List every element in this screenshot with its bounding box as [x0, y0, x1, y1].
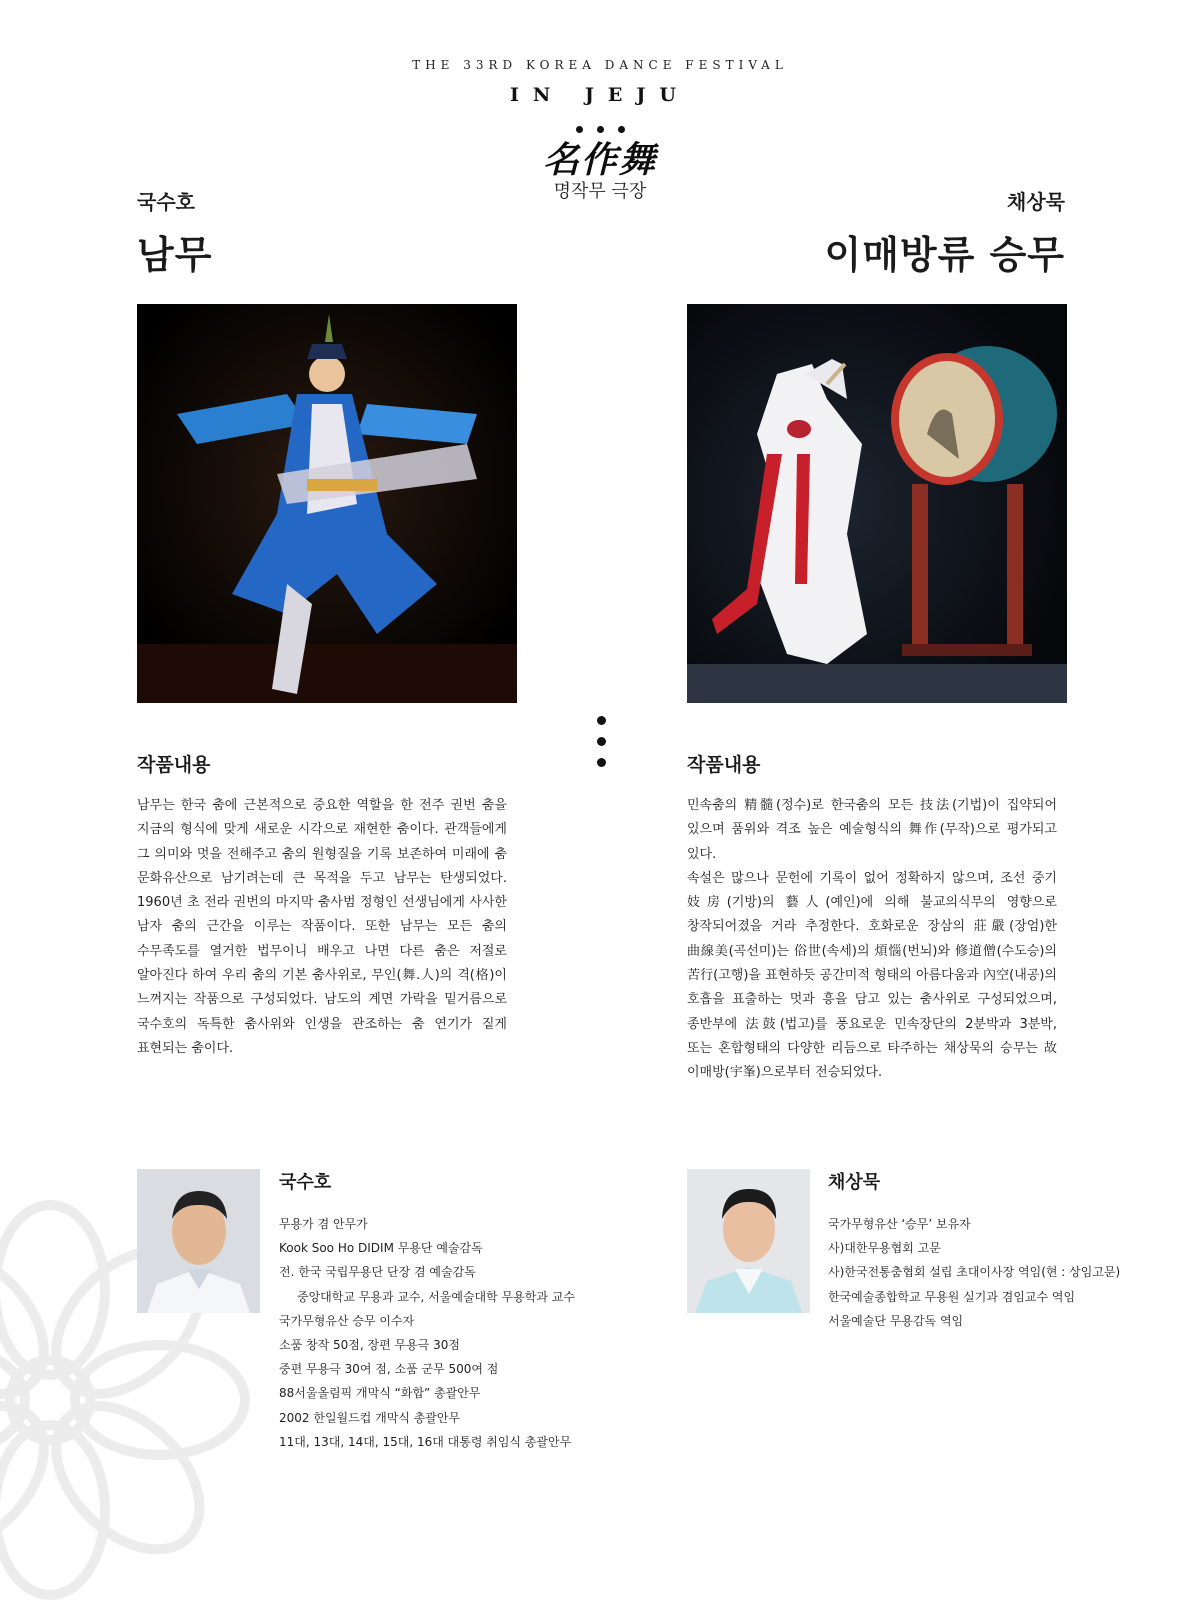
left-description — [137, 794, 507, 1061]
logo-hanja: 名作舞 — [542, 139, 657, 181]
right-artist-portrait — [687, 1169, 810, 1313]
list-item: 사)대한무용협회 고문 — [828, 1241, 941, 1256]
right-artist-name: 채상묵 — [1007, 190, 1065, 214]
list-item: 무용가 겸 안무가 — [279, 1217, 368, 1231]
right-description-paragraph-1: 민속춤의 精髓(정수)로 한국춤의 모든 技法(기법)이 집약되어 있으며 품위와 격조 높은 예술형식의 舞作(무작)으로 평가되고 있다. — [687, 798, 1057, 862]
list-item: 2002 한일월드컵 개막식 총괄안무 — [279, 1410, 461, 1425]
list-item: 한국예술종합학교 무용원 실기과 겸임교수 역임 — [828, 1289, 1076, 1304]
right-description-paragraph-2: 속설은 많으나 문헌에 기록이 없어 정확하지 않으며, 조선 중기 妓房(기방)의 藝人(예인)에 의해 불교의식무의 영향으로 창작되어졌을 거라 추정한다. 호화로운 장삼의 莊嚴(장엄)한 曲線美(곡선미)는 俗世(속세)의 煩惱(번뇌)와 修道僧(수도승)의 苦行(고행)을 표현하듯 공간미적 형태의 아름다움과 內空(내공)의 호흡을 표출하는 멋과 흥을 담고 있는 춤사위로 구성되었으며, 종반부에 法鼓(법고)를 풍요로운 민속장단의 2분박과 3분박, 또는 혼합형태의 다양한 리듬으로 타주하는 채상묵의 승무는 故 이매방(宇峯)으로부터 전승되었다. — [687, 870, 1057, 1081]
list-item: 중앙대학교 무용과 교수, 서울예술대학 무용학과 교수 — [297, 1289, 575, 1304]
list-item: 사)한국전통춤협회 설립 초대이사장 역임(현 : 상임고문) — [828, 1265, 1121, 1280]
right-profile-name: 채상묵 — [828, 1172, 881, 1193]
list-item: 서울예술단 무용감독 역임 — [828, 1313, 964, 1328]
list-item: 전. 한국 국립무용단 단장 겸 예술감독 — [279, 1265, 476, 1280]
left-artist-name: 국수호 — [137, 190, 195, 214]
left-artist-portrait — [137, 1169, 260, 1313]
left-description-paragraph: 남무는 한국 춤에 근본적으로 중요한 역할을 한 전주 권번 춤을 지금의 형식에 맞게 새로운 시각으로 재현한 춤이다. 관객들에게 그 의미와 멋을 전해주고 춤의 원형질을 기록 보존하여 미래에 춤 문화유산으로 남기려는데 큰 목적을 두고 남무는 탄생되었다. 1960년 초 전라 권번의 마지막 춤사범 정형인 선생님에게 사사한 남자 춤의 근간을 이루는 작품이다. 또한 남무는 모든 춤의 수무족도를 열거한 법무이니 배우고 나면 다른 춤은 저절로 알아진다 하여 우리 춤의 기본 춤사위로, 무인(舞.人)의 격(格)이 느껴지는 작품으로 구성되었다. 남도의 계면 가락을 밑거름으로 국수호의 독특한 춤사위와 인생을 관조하는 춤 연기가 짙게 표현되는 춤이다. — [137, 798, 507, 1056]
festival-title: THE 33RD KOREA DANCE FESTIVAL — [412, 58, 788, 72]
list-item: 소품 창작 50점, 장편 무용극 30점 — [279, 1337, 460, 1352]
left-profile-list — [279, 1214, 575, 1456]
left-profile-name: 국수호 — [279, 1172, 332, 1193]
festival-location: IN JEJU — [510, 84, 690, 106]
right-profile-list — [828, 1214, 1120, 1335]
right-description — [687, 794, 1057, 1086]
right-work-title: 이매방류 승무 — [824, 233, 1065, 277]
list-item: 국가무형유산 ‘승무’ 보유자 — [828, 1217, 971, 1231]
left-section-heading: 작품내용 — [137, 754, 211, 776]
list-item: 중편 무용극 30여 점, 소품 군무 500여 점 — [279, 1362, 499, 1377]
list-item: 11대, 13대, 14대, 15대, 16대 대통령 취임식 총괄안무 — [279, 1434, 572, 1449]
list-item: Kook Soo Ho DIDIM 무용단 예술감독 — [279, 1241, 483, 1256]
list-item: 88서울올림픽 개막식 “화합” 총괄안무 — [279, 1386, 481, 1401]
list-item: 국가무형유산 승무 이수자 — [279, 1313, 415, 1328]
left-work-title: 남무 — [137, 233, 213, 277]
logo-korean: 명작무 극장 — [553, 181, 647, 202]
center-divider-dots — [596, 716, 608, 779]
left-performance-photo — [137, 304, 517, 703]
right-section-heading: 작품내용 — [687, 754, 761, 776]
right-performance-photo — [687, 304, 1067, 703]
